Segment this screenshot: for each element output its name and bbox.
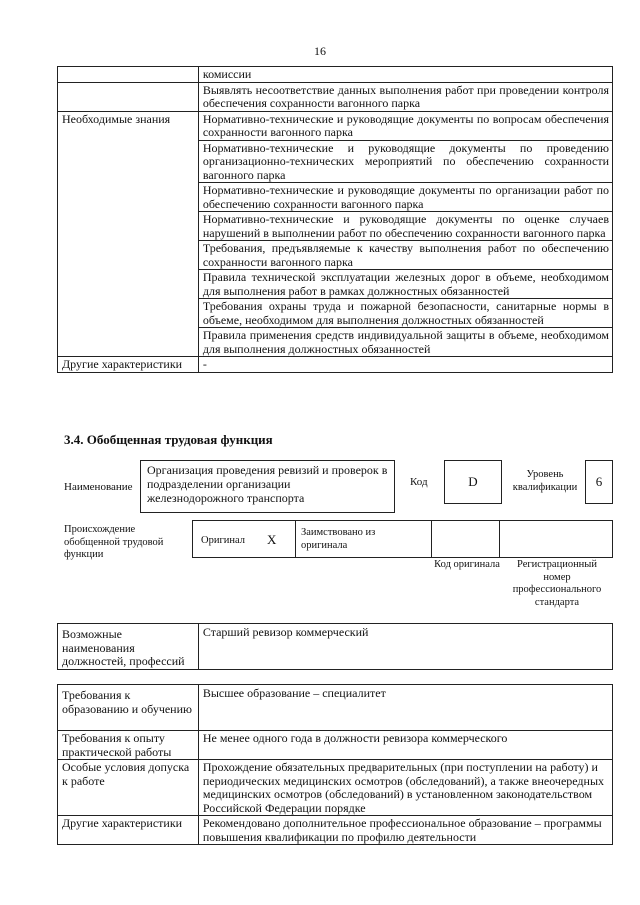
code-original-caption: Код оригинала (434, 559, 500, 570)
borrowed-label: Заимствовано из оригинала (301, 527, 376, 551)
row-text: Правила применения средств индивидуальной защиты в объеме, необходимом для выполнения должностных обязанностей (198, 328, 612, 357)
table-row (58, 241, 613, 270)
code-label: Код (410, 476, 428, 488)
requirement-label: Требования к образованию и обучению (58, 685, 199, 731)
row-text: Правила технической эксплуатации железных дорог в объеме, необходимом для выполнения работ в рамках должностных обязанностей (198, 270, 612, 299)
positions-label: Возможные наименования должностей, профессий (58, 624, 199, 670)
level-label: Уровень квалификации (512, 469, 578, 493)
requirement-value: Рекомендовано дополнительное профессиональное образование – программы повышения квалификации по профилю деятельности (198, 816, 612, 845)
requirement-value: Не менее одного года в должности ревизора коммерческого (198, 731, 612, 760)
table-row (58, 624, 613, 670)
row-label (58, 270, 199, 299)
divider (295, 521, 296, 557)
level-box (585, 460, 613, 504)
table-row (58, 299, 613, 328)
table-row (58, 82, 613, 111)
table-row (58, 816, 613, 845)
row-label (58, 328, 199, 357)
row-text: Нормативно-технические и руководящие документы по организации работ по обеспечению сохранности вагонного парка (198, 183, 612, 212)
requirement-label: Другие характеристики (58, 816, 199, 845)
requirement-value: Высшее образование – специалитет (198, 685, 612, 731)
original-mark: X (267, 532, 277, 547)
table-row (58, 67, 613, 83)
row-text: Нормативно-технические и руководящие документы по проведению организационно-технических мероприятий по обеспечению сохранности вагонного парка (198, 140, 612, 183)
reg-number-caption: Регистрационный номер профессионального стандарта (512, 559, 602, 608)
row-label: Другие характеристики (58, 357, 199, 373)
section-title: 3.4. Обобщенная трудовая функция (64, 432, 273, 447)
level-value: 6 (595, 474, 603, 489)
name-label: Наименование (64, 481, 133, 493)
function-name-box (140, 460, 395, 513)
code-box (444, 460, 502, 504)
row-label (58, 241, 199, 270)
function-name-value: Организация проведения ревизий и проверок в подразделении организации железнодорожного транспорта (147, 463, 388, 505)
table-row (58, 357, 613, 373)
code-value: D (468, 474, 478, 489)
divider (431, 521, 432, 557)
page-number: 16 (314, 44, 326, 58)
row-label (58, 183, 199, 212)
table-row (58, 111, 613, 140)
divider (499, 521, 500, 557)
table-row (58, 270, 613, 299)
origin-label: Происхождение обобщенной трудовой функции (64, 524, 164, 560)
row-text: Требования, предъявляемые к качеству выполнения работ по обеспечению сохранности вагонного парка (198, 241, 612, 270)
row-label (58, 67, 199, 83)
origin-strip (192, 520, 613, 558)
requirement-label: Особые условия допуска к работе (58, 760, 199, 816)
row-text: Нормативно-технические и руководящие документы по оценке случаев нарушений в выполнении работ по обеспечению сохранности вагонного парка (198, 212, 612, 241)
row-text: Требования охраны труда и пожарной безопасности, санитарные нормы в объеме, необходимом для выполнения должностных обязанностей (198, 299, 612, 328)
table-row (58, 685, 613, 731)
row-label: Необходимые знания (58, 111, 199, 140)
requirements-table (57, 684, 613, 845)
table-row (58, 760, 613, 816)
row-label (58, 299, 199, 328)
table-row (58, 212, 613, 241)
positions-value: Старший ревизор коммерческий (198, 624, 612, 670)
table-row (58, 183, 613, 212)
row-label (58, 212, 199, 241)
table-row (58, 328, 613, 357)
positions-table (57, 623, 613, 670)
row-label (58, 82, 199, 111)
requirement-value: Прохождение обязательных предварительных (при поступлении на работу) и периодических медицинских осмотров (обследований), а также внеочередных медицинских осмотров (обследований) в установленном законодательством Российской Федерации порядке (198, 760, 612, 816)
row-label (58, 140, 199, 183)
original-label: Оригинал (201, 535, 245, 546)
table-row (58, 731, 613, 760)
table-row (58, 140, 613, 183)
row-text: Выявлять несоответствие данных выполнения работ при проведении контроля обеспечения сохранности вагонного парка (198, 82, 612, 111)
row-text: - (198, 357, 612, 373)
knowledge-table (57, 66, 613, 373)
row-text: комиссии (198, 67, 612, 83)
row-text: Нормативно-технические и руководящие документы по вопросам обеспечения сохранности вагонного парка (198, 111, 612, 140)
requirement-label: Требования к опыту практической работы (58, 731, 199, 760)
